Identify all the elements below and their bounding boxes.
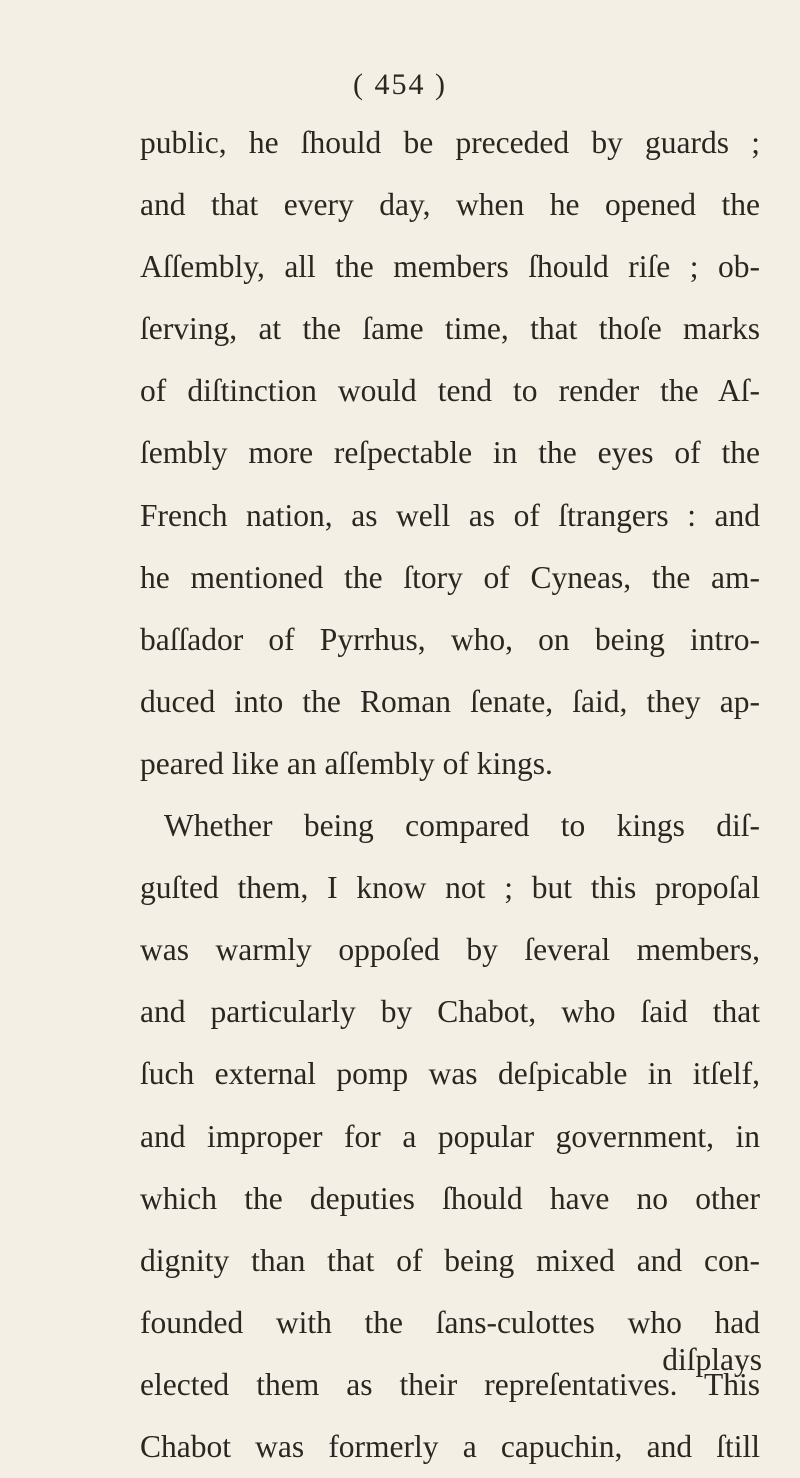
text-line: and particularly by Chabot, who ſaid that [140,994,760,1030]
text-line: he mentioned the ſtory of Cyneas, the am- [140,559,760,595]
text-line: which the deputies ſhould have no other [140,1180,760,1216]
text-line: duced into the Roman ſenate, ſaid, they ap- [140,683,760,719]
text-line: French nation, as well as of ſtrangers : and [140,497,760,533]
text-line: of diſtinction would tend to render the Aſ- [140,373,760,409]
page-number-header: ( 454 ) [353,68,447,101]
text-line: elected them as their repreſentatives. This [140,1366,760,1402]
body-text [140,112,760,1478]
text-line: dignity than that of being mixed and con- [140,1242,760,1278]
text-line: peared like an aſſembly of kings. [140,745,553,781]
text-line: and improper for a popular government, in [140,1118,760,1154]
text-line: was warmly oppoſed by ſeveral members, [140,932,760,968]
text-line: ſembly more reſpectable in the eyes of the [140,435,760,471]
text-line: guſted them, I know not ; but this propoſal [140,870,760,906]
text-line: ſerving, at the ſame time, that thoſe marks [140,311,760,347]
text-line: founded with the ſans-culottes who had [140,1304,760,1340]
text-line: Chabot was formerly a capuchin, and ſtill [140,1428,760,1464]
text-line: ſuch external pomp was deſpicable in itſelf, [140,1056,760,1092]
catchword: diſplays [662,1342,762,1377]
text-line: Aſſembly, all the members ſhould riſe ; ob- [140,249,760,285]
text-line: public, he ſhould be preceded by guards ; [140,125,760,160]
text-line-paragraph-start: Whether being compared to kings diſ- [164,808,760,844]
text-line: baſſador of Pyrrhus, who, on being intro- [140,621,760,657]
text-line: and that every day, when he opened the [140,187,760,223]
